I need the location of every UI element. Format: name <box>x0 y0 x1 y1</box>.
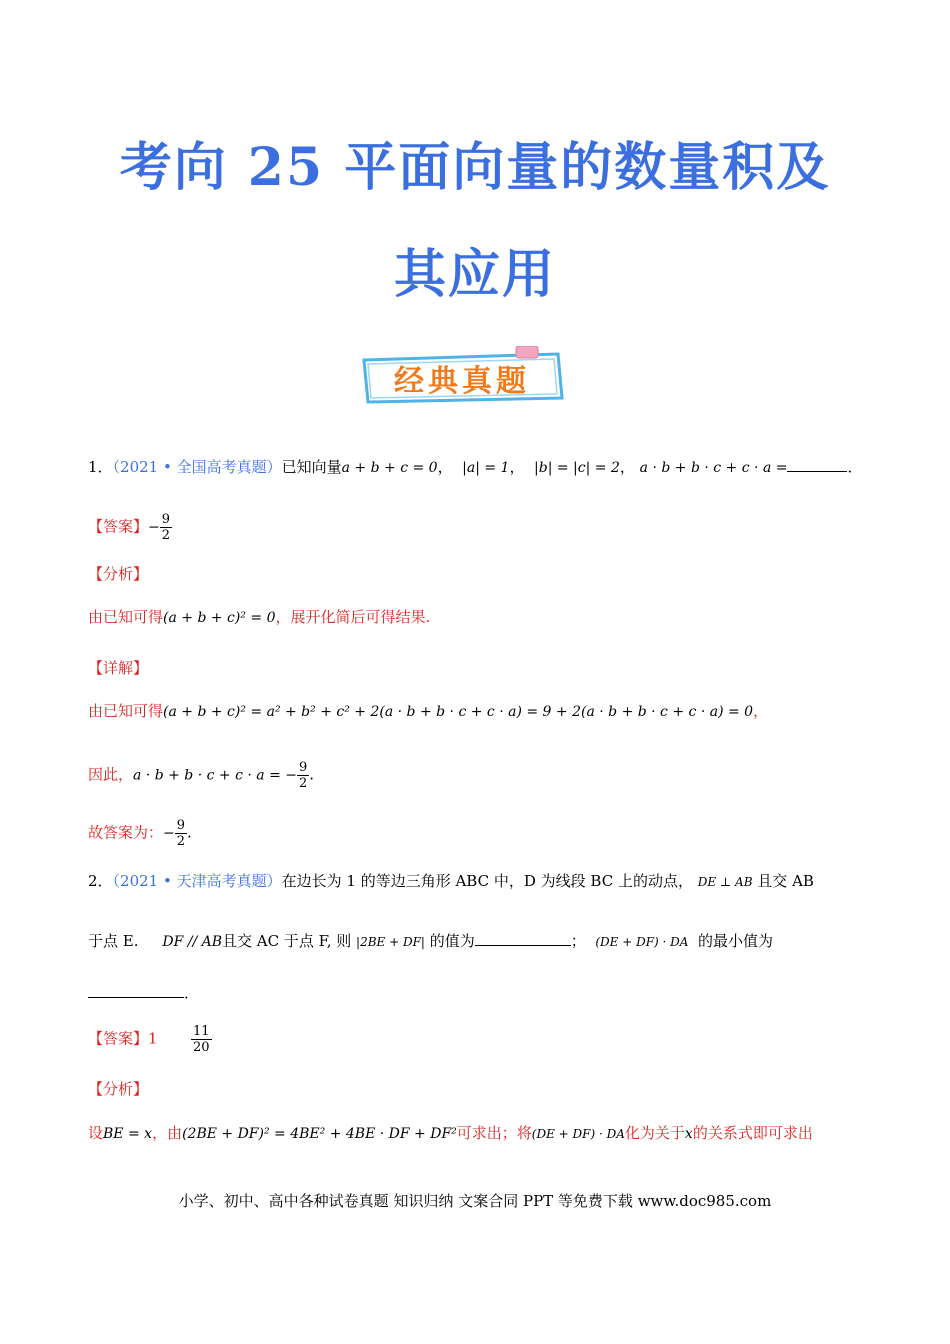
q1-sep-1: ， <box>437 458 453 476</box>
q1-final-end: . <box>187 823 192 842</box>
q2-text-4: 且交 AC 于点 F, 则 <box>222 932 352 950</box>
q2-analysis-e2: (2BE + DF)² = 4BE² + 4BE · DF + DF² <box>182 1126 457 1142</box>
q2-analysis <box>88 1122 813 1145</box>
q1-end: ． <box>847 458 863 476</box>
q2-stem-line-1 <box>88 870 814 893</box>
q1-detail <box>88 700 768 723</box>
q1-final-num: 9 <box>176 818 186 833</box>
q2-answer-2-den: 20 <box>192 1040 210 1055</box>
q1-therefore-end: . <box>309 765 315 784</box>
q2-sep: ； <box>570 932 586 950</box>
q2-text-3: 于点 E. <box>88 932 139 950</box>
q2-text-6: 的最小值为 <box>697 932 773 950</box>
q1-answer-num: 9 <box>161 512 171 527</box>
q2-number: 2． <box>88 872 113 890</box>
q2-stem-line-3 <box>88 982 199 1004</box>
page-footer: 小学、初中、高中各种试卷真题 知识归纳 文案合同 PPT 等免费下载 www.doc985.com <box>178 1192 772 1210</box>
q1-source: （2021 • 全国高考真题） <box>112 458 282 476</box>
q1-sep-3: ， <box>619 458 635 476</box>
q1-final-prefix: 故答案为： <box>88 823 164 842</box>
q1-sep-2: ， <box>509 458 525 476</box>
q1-analysis-expr: (a + b + c)² = 0 <box>163 610 276 626</box>
q1-text-prefix: 已知向量 <box>281 458 342 476</box>
q1-therefore-expr: a · b + b · c + c · a = − <box>133 767 297 784</box>
q2-source: （2021 • 天津高考真题） <box>112 872 282 890</box>
q2-analysis-e4: x <box>684 1126 693 1142</box>
page-title-line-1: 考向 25 平面向量的数量积及 <box>119 137 831 198</box>
q2-analysis-p4: 化为关于 <box>624 1124 685 1142</box>
q1-expr: a · b + b · c + c · a = <box>639 460 788 476</box>
q2-cond-parallel: DF // AB <box>162 934 223 950</box>
q2-stem-line-2 <box>88 930 773 953</box>
q1-analysis-prefix: 由已知可得 <box>88 608 164 626</box>
q2-expr-1: |2BE + DF| <box>356 935 425 949</box>
q1-cond-a: |a| = 1 <box>462 460 510 476</box>
q2-text-1: 在边长为 1 的等边三角形 ABC 中，D 为线段 BC 上的动点， <box>281 872 693 890</box>
q1-analysis <box>88 606 430 629</box>
q1-analysis-label: 【分析】 <box>88 565 149 583</box>
q2-analysis-e1: BE = x <box>103 1126 153 1142</box>
q2-expr-2: (DE + DF) · DA <box>595 935 689 949</box>
q1-answer <box>88 512 172 543</box>
q1-number: 1． <box>88 458 113 476</box>
q1-final-den: 2 <box>176 834 186 849</box>
q1-detail-prefix: 由已知可得 <box>88 702 164 720</box>
q1-detail-expr: (a + b + c)² = a² + b² + c² + 2(a · b + b · c + c · a) = 9 + 2(a · b + b · c + c · a) = 0 <box>163 704 754 720</box>
q1-cond-bc: |b| = |c| = 2 <box>534 460 620 476</box>
q2-analysis-label: 【分析】 <box>88 1080 149 1098</box>
q1-cond-sum: a + b + c = 0 <box>341 460 438 476</box>
q2-cond-perp: DE ⊥ AB <box>697 875 753 889</box>
q1-detail-suffix: ， <box>753 702 769 720</box>
q2-end: ． <box>184 984 200 1002</box>
q1-therefore-fraction <box>297 760 309 791</box>
q2-answer-2-fraction <box>191 1024 212 1055</box>
q2-analysis-p2: ，由 <box>152 1124 183 1142</box>
q1-answer-den: 2 <box>161 528 171 543</box>
q1-answer-label: 【答案】 <box>88 517 149 536</box>
q2-analysis-p3: 可求出；将 <box>456 1124 532 1142</box>
section-banner <box>358 346 566 406</box>
q1-answer-sign: − <box>148 519 160 536</box>
page-title-line-2: 其应用 <box>393 244 556 305</box>
q2-answer <box>88 1024 212 1055</box>
q2-analysis-p5: 的关系式即可求出 <box>692 1124 813 1142</box>
q2-answer-blank-2 <box>88 983 184 998</box>
q2-answer-2-num: 11 <box>192 1024 210 1039</box>
q2-text-5: 的值为 <box>429 932 475 950</box>
q2-answer-1: 1 <box>148 1029 158 1048</box>
q1-therefore-num: 9 <box>299 760 308 775</box>
q1-detail-label: 【详解】 <box>88 659 149 677</box>
q1-final-fraction <box>175 818 187 849</box>
q2-text-2: 且交 AB <box>757 872 814 890</box>
q2-answer-label: 【答案】 <box>88 1029 149 1048</box>
q1-stem <box>88 456 862 479</box>
q2-answer-blank-1 <box>475 931 571 946</box>
q1-final-sign: − <box>163 825 175 842</box>
banner-label: 经典真题 <box>394 364 530 399</box>
q2-analysis-e3: (DE + DF) · DA <box>531 1127 625 1141</box>
q1-analysis-suffix: ，展开化简后可得结果. <box>275 608 431 626</box>
q1-answer-blank <box>787 457 847 472</box>
q1-answer-fraction <box>160 512 172 543</box>
q1-therefore-prefix: 因此， <box>88 765 134 784</box>
q1-therefore <box>88 760 314 791</box>
q1-therefore-den: 2 <box>299 776 308 791</box>
q2-analysis-p1: 设 <box>88 1124 104 1142</box>
q1-final <box>88 818 192 849</box>
